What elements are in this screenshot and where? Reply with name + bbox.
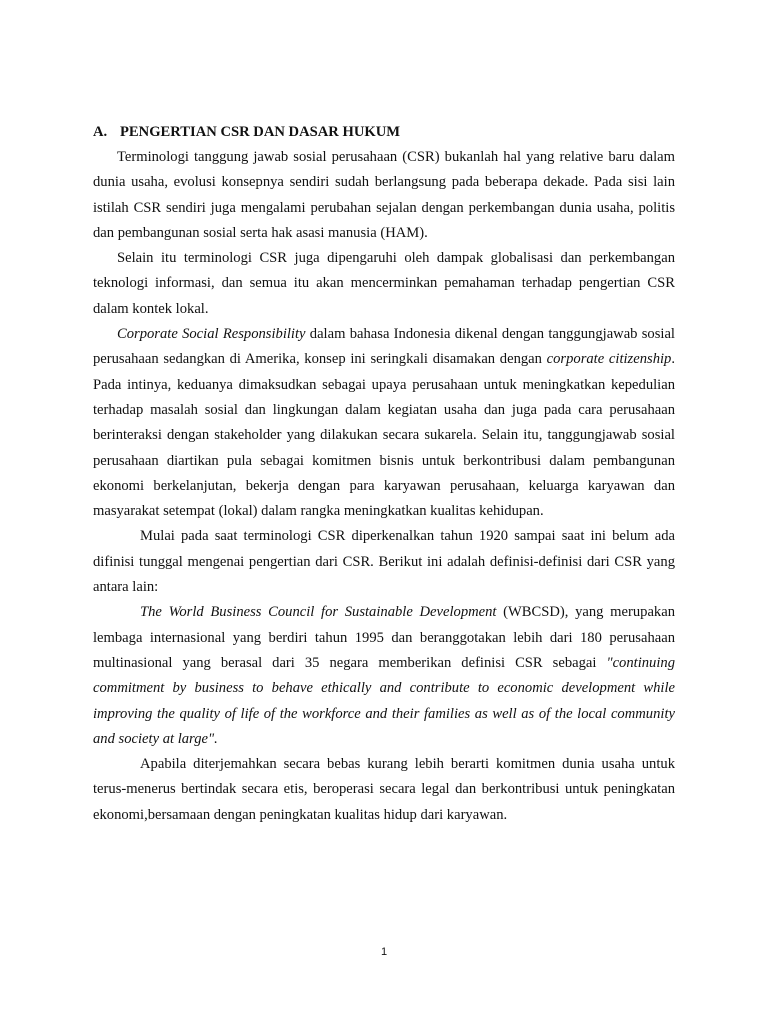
term-csr: Corporate Social Responsibility (117, 326, 306, 343)
paragraph-3-text-a: dalam bahasa Indonesia dikenal dengan tanggungjawab sosial perusahaan sedangkan di Amerika, konsep ini seringkali disamakan dengan (93, 326, 675, 368)
paragraph-3-text-b: . Pada intinya, keduanya dimaksudkan sebagai upaya perusahaan untuk meningkatkan kepedulian terhadap masalah sosial dan lingkungan dalam kegiatan usaha dan juga pada cara perusahaan berinteraksi dengan stakeholder yang dilakukan secara sukarela. Selain itu, tanggungjawab sosial perusahaan diartikan pula sebagai komitmen bisnis untuk berkontribusi dalam pembangunan ekonomi berkelanjutan, bekerja dengan para karyawan perusahaan, keluarga karyawan dan masyarakat setempat (lokal) dalam rangka meningkatkan kualitas kehidupan. (93, 351, 675, 520)
paragraph-5-text: (WBCSD), yang merupakan lembaga internasional yang berdiri tahun 1995 dan beranggotakan lebih dari 180 perusahaan multinasional yang berasal dari 35 negara memberikan definisi CSR sebagai (93, 604, 675, 671)
wbcsd-quote: "continuing commitment by business to behave ethically and contribute to economic development while improving the quality of life of the workforce and their families as well as of the local community and society at large". (93, 654, 675, 747)
paragraph-2: Selain itu terminologi CSR juga dipengaruhi oleh dampak globalisasi dan perkembangan teknologi informasi, dan semua itu akan mencerminkan pemahaman terhadap pengertian CSR dalam kontek lokal. (93, 250, 675, 317)
section-title: PENGERTIAN CSR DAN DASAR HUKUM (120, 124, 401, 140)
term-wbcsd: The World Business Council for Sustainable Development (140, 604, 497, 621)
section-number: A. (93, 124, 108, 140)
paragraph-3 (93, 322, 675, 524)
section-heading (93, 122, 675, 142)
term-corporate-citizenship: corporate citizenship (546, 351, 672, 368)
paragraph-1: Terminologi tanggung jawab sosial perusahaan (CSR) bukanlah hal yang relative baru dalam dunia usaha, evolusi konsepnya sendiri sudah berlangsung pada beberapa dekade. Pada sisi lain istilah CSR sendiri juga mengalami perubahan sejalan dengan perkembangan dunia usaha, politis dan pembangunan sosial serta hak asasi manusia (HAM). (93, 149, 675, 241)
paragraph-5 (93, 600, 675, 752)
page-body (93, 122, 675, 828)
paragraph-6: Apabila diterjemahkan secara bebas kurang lebih berarti komitmen dunia usaha untuk terus-menerus bertindak secara etis, beroperasi secara legal dan berkontribusi untuk peningkatan ekonomi,bersamaan dengan peningkatan kualitas hidup dari karyawan. (93, 756, 675, 823)
page-number: 1 (380, 946, 388, 958)
paragraph-4: Mulai pada saat terminologi CSR diperkenalkan tahun 1920 sampai saat ini belum ada difinisi tunggal mengenai pengertian dari CSR. Berikut ini adalah definisi-definisi dari CSR yang antara lain: (93, 528, 675, 596)
